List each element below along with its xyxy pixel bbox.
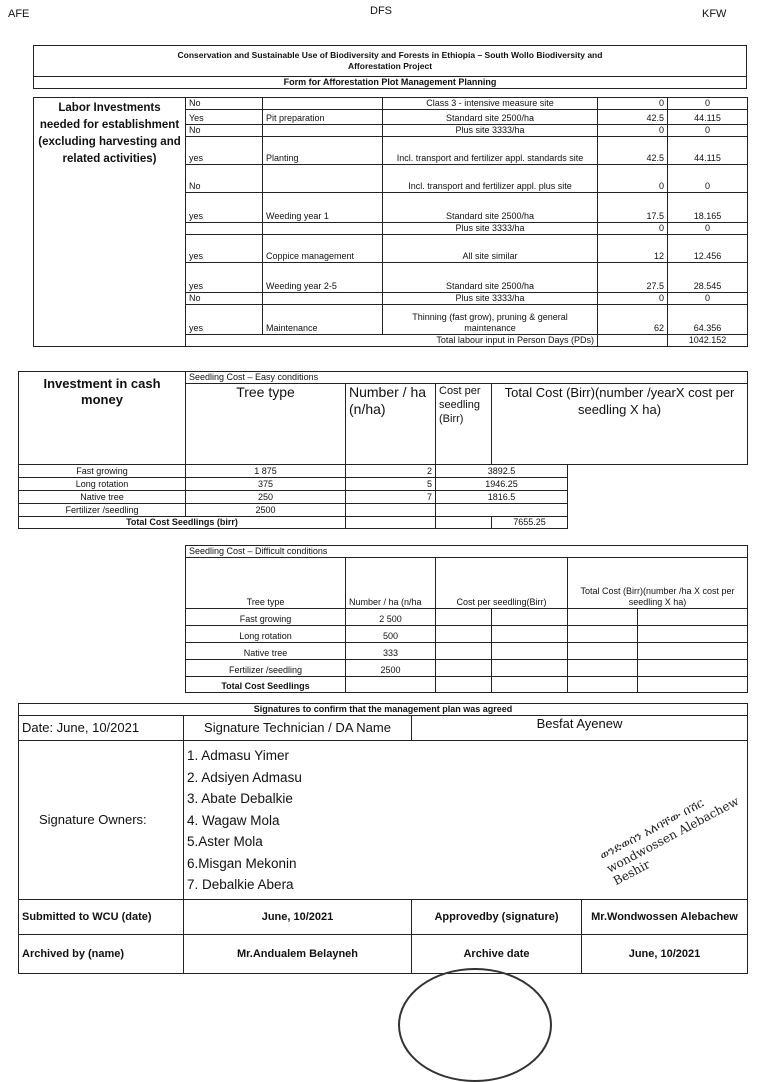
- difficult-title: Seedling Cost – Difficult conditions: [186, 546, 748, 558]
- approved-name: Mr.Wondwossen Alebachew: [582, 900, 748, 935]
- diff-h-tree: Tree type: [186, 558, 346, 609]
- labor-table: [33, 97, 748, 347]
- labor-value: 28.545: [668, 263, 748, 293]
- labor-yn: yes: [186, 235, 263, 263]
- easy-type: Long rotation: [19, 478, 186, 491]
- labor-value: 0: [668, 125, 748, 137]
- owner-name: 4. Wagaw Mola: [187, 812, 280, 828]
- labor-yn: yes: [186, 305, 263, 335]
- labor-value: 0: [668, 165, 748, 193]
- labor-yn: yes: [186, 137, 263, 165]
- easy-type: Native tree: [19, 491, 186, 504]
- owner-name: 6.Misgan Mekonin: [187, 855, 297, 871]
- easy-cost: 7: [346, 491, 436, 504]
- labor-value: 44.115: [668, 110, 748, 125]
- official-stamp: [398, 968, 552, 1082]
- archive-date-label: Archive date: [412, 935, 582, 974]
- labor-desc: Thinning (fast grow), pruning & general maintenance: [383, 305, 598, 335]
- labor-activity: [263, 223, 383, 235]
- labor-activity: [263, 293, 383, 305]
- approved-label: Approvedby (signature): [412, 900, 582, 935]
- owner-name: 1. Admasu Yimer: [187, 748, 290, 763]
- labor-pd: 0: [598, 223, 668, 235]
- labor-row: [34, 98, 748, 110]
- labor-activity: [263, 125, 383, 137]
- diff-num: 500: [346, 626, 436, 643]
- labor-activity: Coppice management: [263, 235, 383, 263]
- labor-pd: 0: [598, 98, 668, 110]
- diff-h-cost: Cost per seedling(Birr): [436, 558, 568, 609]
- diff-row: [186, 626, 748, 643]
- title-block: [33, 45, 747, 89]
- labor-desc: Incl. transport and fertilizer appl. plus site: [383, 165, 598, 193]
- labor-pd: 17.5: [598, 193, 668, 223]
- labor-desc: All site similar: [383, 235, 598, 263]
- diff-h-total: Total Cost (Birr)(number /ha X cost per seedling X ha): [568, 558, 748, 609]
- labor-value: 12.456: [668, 235, 748, 263]
- easy-h-total: Total Cost (Birr)(number /yearX cost per seedling X ha): [492, 384, 748, 465]
- diff-total-label: Total Cost Seedlings: [186, 677, 346, 693]
- diff-type: Long rotation: [186, 626, 346, 643]
- easy-seedling-table: [18, 371, 748, 529]
- labor-activity: [263, 98, 383, 110]
- cash-label: Investment in cash money: [19, 372, 186, 465]
- labor-total-value: 1042.152: [668, 335, 748, 347]
- easy-row: [19, 465, 748, 478]
- owners-label: Signature Owners:: [19, 741, 184, 900]
- easy-num: 250: [186, 491, 346, 504]
- easy-cost: [346, 504, 436, 517]
- labor-activity: Weeding year 1: [263, 193, 383, 223]
- labor-pd: 27.5: [598, 263, 668, 293]
- labor-yn: Yes: [186, 110, 263, 125]
- diff-num: 2500: [346, 660, 436, 677]
- easy-type: Fast growing: [19, 465, 186, 478]
- labor-yn: yes: [186, 193, 263, 223]
- easy-num: 375: [186, 478, 346, 491]
- archived-label: Archived by (name): [19, 935, 184, 974]
- labor-pd: 0: [598, 293, 668, 305]
- easy-row: [19, 478, 748, 491]
- labor-yn: No: [186, 293, 263, 305]
- labor-desc: Standard site 2500/ha: [383, 110, 598, 125]
- owner-name: 2. Adsiyen Admasu: [187, 769, 302, 785]
- easy-total: 1946.25: [436, 478, 568, 491]
- easy-row: [19, 491, 748, 504]
- owner-name: 5.Aster Mola: [187, 834, 263, 849]
- submitted-date: June, 10/2021: [184, 900, 412, 935]
- labor-desc: Standard site 2500/ha: [383, 263, 598, 293]
- form-title: Form for Afforestation Plot Management Planning: [34, 77, 747, 89]
- diff-num: 333: [346, 643, 436, 660]
- diff-h-num: Number / ha (n/ha: [346, 558, 436, 609]
- diff-type: Fertilizer /seedling: [186, 660, 346, 677]
- labor-yn: [186, 223, 263, 235]
- labor-value: 64.356: [668, 305, 748, 335]
- project-title: Conservation and Sustainable Use of Biodiversity and Forests in Ethiopia – South Wollo Biodiversity and Afforestation Project: [34, 46, 747, 77]
- labor-label: Labor Investments needed for establishment (excluding harvesting and related activities): [34, 98, 186, 347]
- labor-desc: Standard site 2500/ha: [383, 193, 598, 223]
- easy-total: 3892.5: [436, 465, 568, 478]
- labor-value: 0: [668, 293, 748, 305]
- labor-pd: 12: [598, 235, 668, 263]
- labor-desc: Class 3 - intensive measure site: [383, 98, 598, 110]
- easy-total-label: Total Cost Seedlings (birr): [19, 517, 346, 529]
- easy-h-tree: Tree type: [186, 384, 346, 465]
- labor-yn: yes: [186, 263, 263, 293]
- labor-pd: 42.5: [598, 137, 668, 165]
- labor-desc: Plus site 3333/ha: [383, 293, 598, 305]
- labor-pd: 0: [598, 165, 668, 193]
- easy-title: Seedling Cost – Easy conditions: [186, 372, 748, 384]
- handwritten-signature: ወንድወሰን አለባቸው በሽር wondwossen Alebachew Beshir: [597, 794, 742, 889]
- labor-desc: Plus site 3333/ha: [383, 223, 598, 235]
- tech-name: Besfat Ayenew: [412, 716, 748, 741]
- owner-name: 3. Abate Debalkie: [187, 791, 293, 806]
- labor-value: 44.115: [668, 137, 748, 165]
- diff-type: Fast growing: [186, 609, 346, 626]
- labor-activity: [263, 165, 383, 193]
- labor-pd: 62: [598, 305, 668, 335]
- labor-desc: Plus site 3333/ha: [383, 125, 598, 137]
- easy-num: 2500: [186, 504, 346, 517]
- labor-yn: No: [186, 98, 263, 110]
- labor-yn: No: [186, 165, 263, 193]
- labor-value: 18.165: [668, 193, 748, 223]
- easy-row: [19, 504, 748, 517]
- labor-activity: Planting: [263, 137, 383, 165]
- easy-h-num: Number / ha (n/ha): [346, 384, 436, 465]
- diff-row: [186, 660, 748, 677]
- labor-value: 0: [668, 223, 748, 235]
- labor-activity: Weeding year 2-5: [263, 263, 383, 293]
- easy-h-cost: Cost per seedling (Birr): [436, 384, 492, 465]
- sign-date: Date: June, 10/2021: [19, 716, 184, 741]
- header-left: AFE: [8, 8, 30, 20]
- archive-date: June, 10/2021: [582, 935, 748, 974]
- labor-pd: 42.5: [598, 110, 668, 125]
- easy-type: Fertilizer /seedling: [19, 504, 186, 517]
- easy-cost: 5: [346, 478, 436, 491]
- labor-value: 0: [668, 98, 748, 110]
- easy-num: 1 875: [186, 465, 346, 478]
- header-right: KFW: [702, 8, 727, 20]
- tech-label: Signature Technician / DA Name: [184, 716, 412, 741]
- labor-yn: No: [186, 125, 263, 137]
- easy-total: [436, 504, 568, 517]
- confirm-text: Signatures to confirm that the management plan was agreed: [19, 704, 748, 716]
- submitted-label: Submitted to WCU (date): [19, 900, 184, 935]
- labor-desc: Incl. transport and fertilizer appl. standards site: [383, 137, 598, 165]
- difficult-seedling-table: [185, 545, 748, 693]
- diff-row: [186, 609, 748, 626]
- labor-total-label: Total labour input in Person Days (PDs): [186, 335, 598, 347]
- diff-row: [186, 643, 748, 660]
- diff-type: Native tree: [186, 643, 346, 660]
- labor-pd: 0: [598, 125, 668, 137]
- owner-name: 7. Debalkie Abera: [187, 877, 294, 892]
- diff-num: 2 500: [346, 609, 436, 626]
- easy-total-value: 7655.25: [492, 517, 568, 529]
- archived-name: Mr.Andualem Belayneh: [184, 935, 412, 974]
- labor-activity: Pit preparation: [263, 110, 383, 125]
- header-center: DFS: [370, 5, 392, 17]
- labor-activity: Maintenance: [263, 305, 383, 335]
- easy-cost: 2: [346, 465, 436, 478]
- easy-total: 1816.5: [436, 491, 568, 504]
